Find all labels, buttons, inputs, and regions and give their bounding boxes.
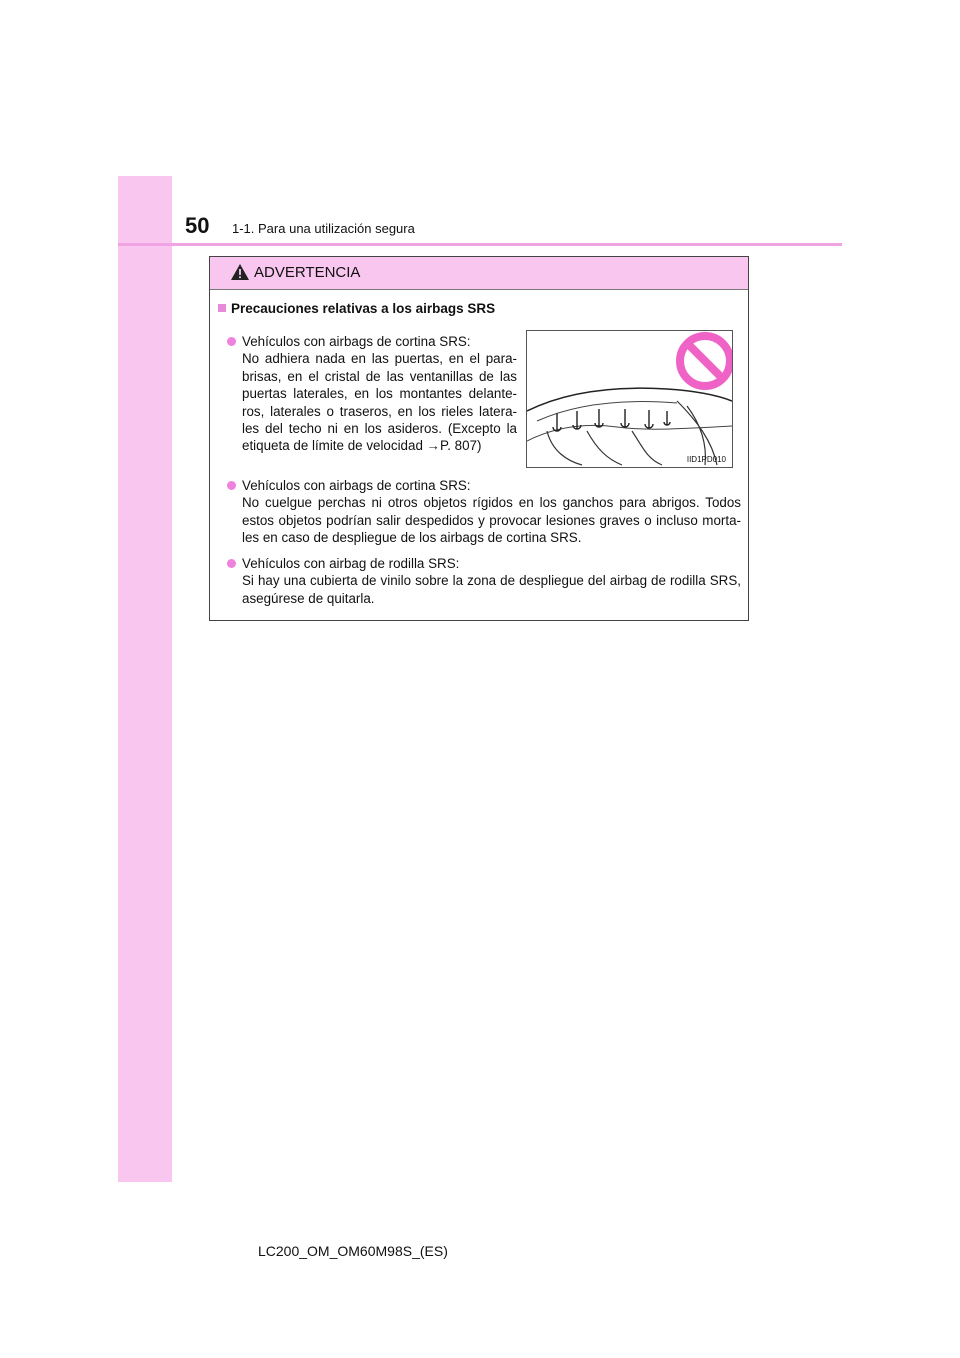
- square-bullet-icon: [218, 304, 226, 312]
- figure-code: IID1PD010: [686, 455, 726, 464]
- bullet-item: [242, 555, 741, 607]
- bullet-heading: Vehículos con airbags de cortina SRS:: [242, 334, 471, 349]
- warning-triangle-icon: [231, 264, 249, 280]
- section-title: 1-1. Para una utilización segura: [232, 221, 415, 236]
- bullet-text: Si hay una cubierta de vinilo sobre la zona de despliegue del airbag de rodilla SRS, asegúrese de quitarla.: [242, 573, 741, 606]
- bullet-dot-icon: [227, 481, 236, 490]
- bullet-item: [242, 333, 517, 455]
- vehicle-interior-illustration: [527, 331, 732, 467]
- bullet-item: [242, 477, 741, 547]
- document-code: LC200_OM_OM60M98S_(ES): [258, 1243, 448, 1259]
- bullet-heading: Vehículos con airbag de rodilla SRS:: [242, 556, 460, 571]
- bullet-heading: Vehículos con airbags de cortina SRS:: [242, 478, 471, 493]
- side-margin-bar: [118, 176, 172, 1182]
- bullet-dot-icon: [227, 337, 236, 346]
- bullet-dot-icon: [227, 559, 236, 568]
- header-divider: [118, 243, 842, 246]
- bullet-text: No cuelgue perchas ni otros objetos rígidos en los ganchos para abrigos. Todos estos objetos podrían salir despedidos y provocar lesiones graves o incluso morta-les en caso de despliegue de los airbags de cortina SRS.: [242, 495, 741, 546]
- warning-title: ADVERTENCIA: [254, 264, 361, 281]
- warning-subheading: Precauciones relativas a los airbags SRS: [218, 301, 495, 316]
- warning-box: [209, 256, 749, 621]
- warning-header: [210, 257, 748, 290]
- page-number: 50: [185, 213, 210, 238]
- bullet-text: No adhiera nada en las puertas, en el para-brisas, en el cristal de las ventanillas de las puertas laterales, en los montantes delante-ros, laterales o traseros, en los rieles latera-les del techo ni en los asideros. (Excepto la etiqueta de límite de velocidad →P. 807): [242, 351, 517, 454]
- prohibited-hooks-figure: [526, 330, 733, 468]
